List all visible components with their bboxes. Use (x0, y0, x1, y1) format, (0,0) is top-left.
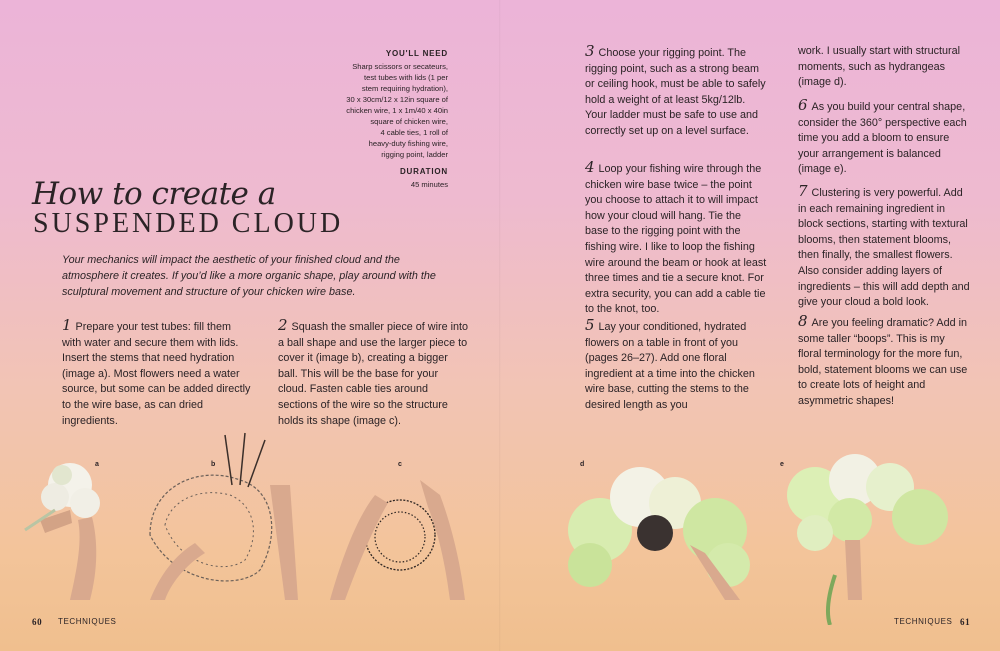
step-1 (62, 318, 252, 429)
step-text: Loop your fishing wire through the chicken wire base twice – the point you choose to attach it to will impact how your cloud will hang. Tie the base to the rigging point with the fishing wire. I like to loop the fishing wire around the beam or hook at least three times and tie a secure knot. For extra security, you can add a cable tie to the knot, too. (585, 163, 767, 316)
step-text: Are you feeling dramatic? Add in some taller “boops”. This is my floral terminology for the more fun, bold, statement blooms we can use to create lots of height and asymmetric shapes! (798, 317, 968, 407)
page-number-right: 61 (960, 617, 971, 627)
image-label-b: b (211, 461, 216, 468)
step-text: Clustering is very powerful. Add in each remaining ingredient in block sections, starting with textural blooms, then statement blooms, then finally, the smallest flowers. Also consider adding layers of ingredients – this will add depth and give your cloud a bold look. (798, 187, 970, 309)
materials-line: square of chicken wire, (370, 117, 448, 126)
materials-box (338, 48, 448, 190)
step-text: As you build your central shape, consider the 360° perspective each time you add a bloom to ensure your arrangement is balanced (image e). (798, 101, 967, 176)
materials-line: Sharp scissors or secateurs, (352, 62, 448, 71)
step-number: 1 (62, 316, 72, 334)
materials-line: chicken wire, 1 x 1m/40 x 40in (346, 106, 448, 115)
step-6 (798, 98, 970, 178)
title-line-1: How to create a (32, 176, 276, 212)
step-number: 2 (278, 316, 288, 334)
intro-paragraph: Your mechanics will impact the aesthetic of your finished cloud and the atmosphere it creates. If you’d like a more organic shape, play around with the sculptural movement and structure of your chicken wire base. (62, 254, 436, 298)
materials-line: 4 cable ties, 1 roll of (380, 128, 448, 137)
step-4 (585, 160, 767, 318)
step-5-continued (798, 44, 970, 91)
duration-value: 45 minutes (410, 180, 448, 189)
photo-a-hand-with-bloom (25, 463, 100, 600)
step-text: work. I usually start with structural moments, such as hydrangeas (image d). (798, 45, 961, 89)
step-2 (278, 318, 468, 429)
materials-heading: YOU'LL NEED (385, 49, 448, 58)
step-3 (585, 44, 767, 140)
image-label-a: a (95, 461, 99, 468)
step-7 (798, 184, 970, 311)
photo-c-wire-ball (330, 480, 465, 600)
step-8 (798, 314, 970, 410)
step-text: Choose your rigging point. The rigging point, such as a strong beam or ceiling hook, must be able to safely hold a weight of at least 5kg/12lb. Your ladder must be safe to use and correctly set up on a level surface. (585, 47, 766, 137)
page-number-left: 60 (32, 617, 43, 627)
step-number: 5 (585, 316, 595, 334)
title-line-2: SUSPENDED CLOUD (33, 208, 344, 239)
step-number: 6 (798, 96, 808, 114)
section-label-left: TECHNIQUES (58, 617, 117, 626)
step-text: Lay your conditioned, hydrated flowers on a table in front of you (pages 26–27). Add one floral ingredient at a time into the chicken wire base, cutting the stems to the desired length as you (585, 321, 755, 411)
image-label-e: e (780, 461, 784, 468)
step-number: 7 (798, 182, 808, 200)
section-label-right: TECHNIQUES (894, 617, 953, 626)
technique-photos (0, 425, 1000, 625)
image-label-d: d (580, 461, 585, 468)
duration-heading: DURATION (399, 167, 448, 176)
step-text: Squash the smaller piece of wire into a ball shape and use the larger piece to cover it (image b), creating a bigger ball. This will be the base for your cloud. Fasten cable ties around sections of the wire so the structure holds its shape (image c). (278, 321, 468, 427)
materials-line: heavy-duty fishing wire, (368, 139, 448, 148)
photo-b-chicken-wire (150, 433, 298, 600)
step-number: 3 (585, 42, 595, 60)
materials-line: rigging point, ladder (381, 150, 448, 159)
materials-line: 30 x 30cm/12 x 12in square of (346, 95, 448, 104)
step-number: 4 (585, 158, 595, 176)
step-text: Prepare your test tubes: fill them with water and secure them with lids. Insert the stems that need hydration (image a). Most flowers need a water source, but some can be added directly to the wire base, as can dried ingredients. (62, 321, 251, 427)
photo-d-hydrangea-cloud (568, 467, 750, 600)
step-number: 8 (798, 312, 808, 330)
photo-e-balanced-cloud (787, 454, 948, 625)
materials-line: stem requiring hydration), (361, 84, 448, 93)
step-5 (585, 318, 767, 414)
image-label-c: c (398, 461, 402, 468)
materials-line: test tubes with lids (1 per (364, 73, 448, 82)
